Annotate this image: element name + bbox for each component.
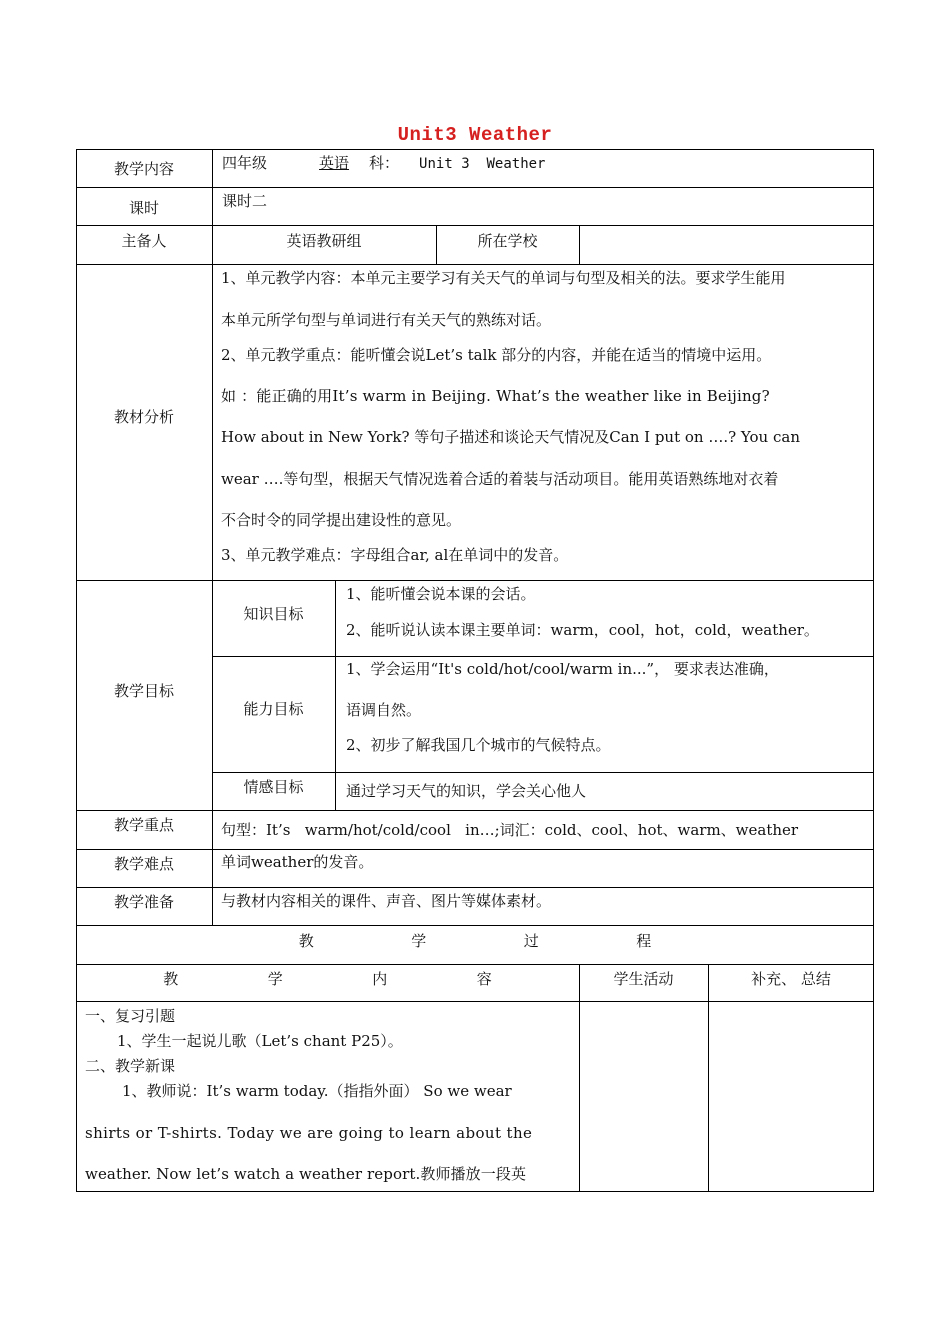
- subject-suffix: 科：: [369, 154, 400, 172]
- analysis-line: 3、单元教学难点：字母组合ar, al在单词中的发音。: [221, 546, 569, 564]
- subject: 英语: [319, 154, 350, 172]
- process-header: 教 学 过 程: [298, 932, 652, 950]
- unit-name: Unit 3 Weather: [419, 156, 546, 172]
- process-col-content: 教 学 内 容: [163, 970, 492, 988]
- page-title: Unit3 Weather: [397, 124, 553, 146]
- key-points-label: 教学重点: [113, 816, 174, 834]
- analysis-line: How about in New York? 等句子描述和谈论天气情况及Can I put on ….? You can: [221, 428, 800, 446]
- objectives-label: 教学目标: [113, 682, 174, 700]
- preparation-value: 与教材内容相关的课件、声音、图片等媒体素材。: [221, 892, 552, 910]
- school-label: 所在学校: [477, 232, 538, 250]
- analysis-line: 1、单元教学内容：本单元主要学习有关天气的单词与句型及相关的法。要求学生能用: [221, 269, 786, 287]
- knowledge-line: 2、能听说认读本课主要单词：warm，cool，hot，cold，weather。: [346, 621, 819, 639]
- ability-label: 能力目标: [243, 700, 304, 718]
- preparer-value: 英语教研组: [286, 232, 362, 250]
- process-line: 一、复习引题: [85, 1007, 176, 1025]
- emotion-label: 情感目标: [243, 778, 304, 796]
- difficulties-value: 单词weather的发音。: [221, 853, 374, 871]
- analysis-line: 本单元所学句型与单词进行有关天气的熟练对话。: [221, 311, 552, 329]
- process-line: 1、教师说：It’s warm today.（指指外面） So we wear: [122, 1082, 512, 1100]
- process-line: 二、教学新课: [85, 1057, 176, 1075]
- knowledge-label: 知识目标: [243, 605, 304, 623]
- key-points-value: 句型：It’s warm/hot/cold/cool in…;词汇：cold、cool、hot、warm、weather: [221, 821, 799, 839]
- analysis-line: 不合时令的同学提出建设性的意见。: [221, 511, 462, 529]
- analysis-line: 如 ：能正确的用It’s warm in Beijing. What’s the weather like in Beijing?: [221, 387, 770, 405]
- ability-line: 1、学会运用“It's cold/hot/cool/warm in...”， 要求表达准确，: [346, 660, 779, 678]
- process-line: 1、学生一起说儿歌（Let’s chant P25）。: [117, 1032, 403, 1050]
- ability-line: 2、初步了解我国几个城市的气候特点。: [346, 736, 611, 754]
- process-col-activity: 学生活动: [613, 970, 674, 988]
- lesson-label: 课时: [128, 199, 159, 217]
- grade: 四年级: [222, 154, 268, 172]
- emotion-value: 通过学习天气的知识，学会关心他人: [346, 782, 587, 800]
- process-col-notes: 补充、 总结: [751, 970, 831, 988]
- knowledge-line: 1、能听懂会说本课的会话。: [346, 585, 536, 603]
- content-value: [222, 153, 545, 174]
- analysis-line: 2、单元教学重点：能听懂会说Let’s talk 部分的内容，并能在适当的情境中运用。: [221, 346, 772, 364]
- process-line: weather. Now let’s watch a weather report.教师播放一段英: [85, 1165, 527, 1183]
- preparation-label: 教学准备: [113, 893, 174, 911]
- analysis-line: wear ….等句型，根据天气情况选着合适的着装与活动项目。能用英语熟练地对衣着: [221, 470, 779, 488]
- process-line: shirts or T-shirts. Today we are going to learn about the: [85, 1124, 533, 1142]
- preparer-label: 主备人: [121, 232, 167, 250]
- content-label: 教学内容: [113, 160, 174, 178]
- lesson-value: 课时二: [222, 192, 268, 210]
- analysis-label: 教材分析: [113, 408, 174, 426]
- ability-line: 语调自然。: [346, 701, 422, 719]
- difficulties-label: 教学难点: [113, 855, 174, 873]
